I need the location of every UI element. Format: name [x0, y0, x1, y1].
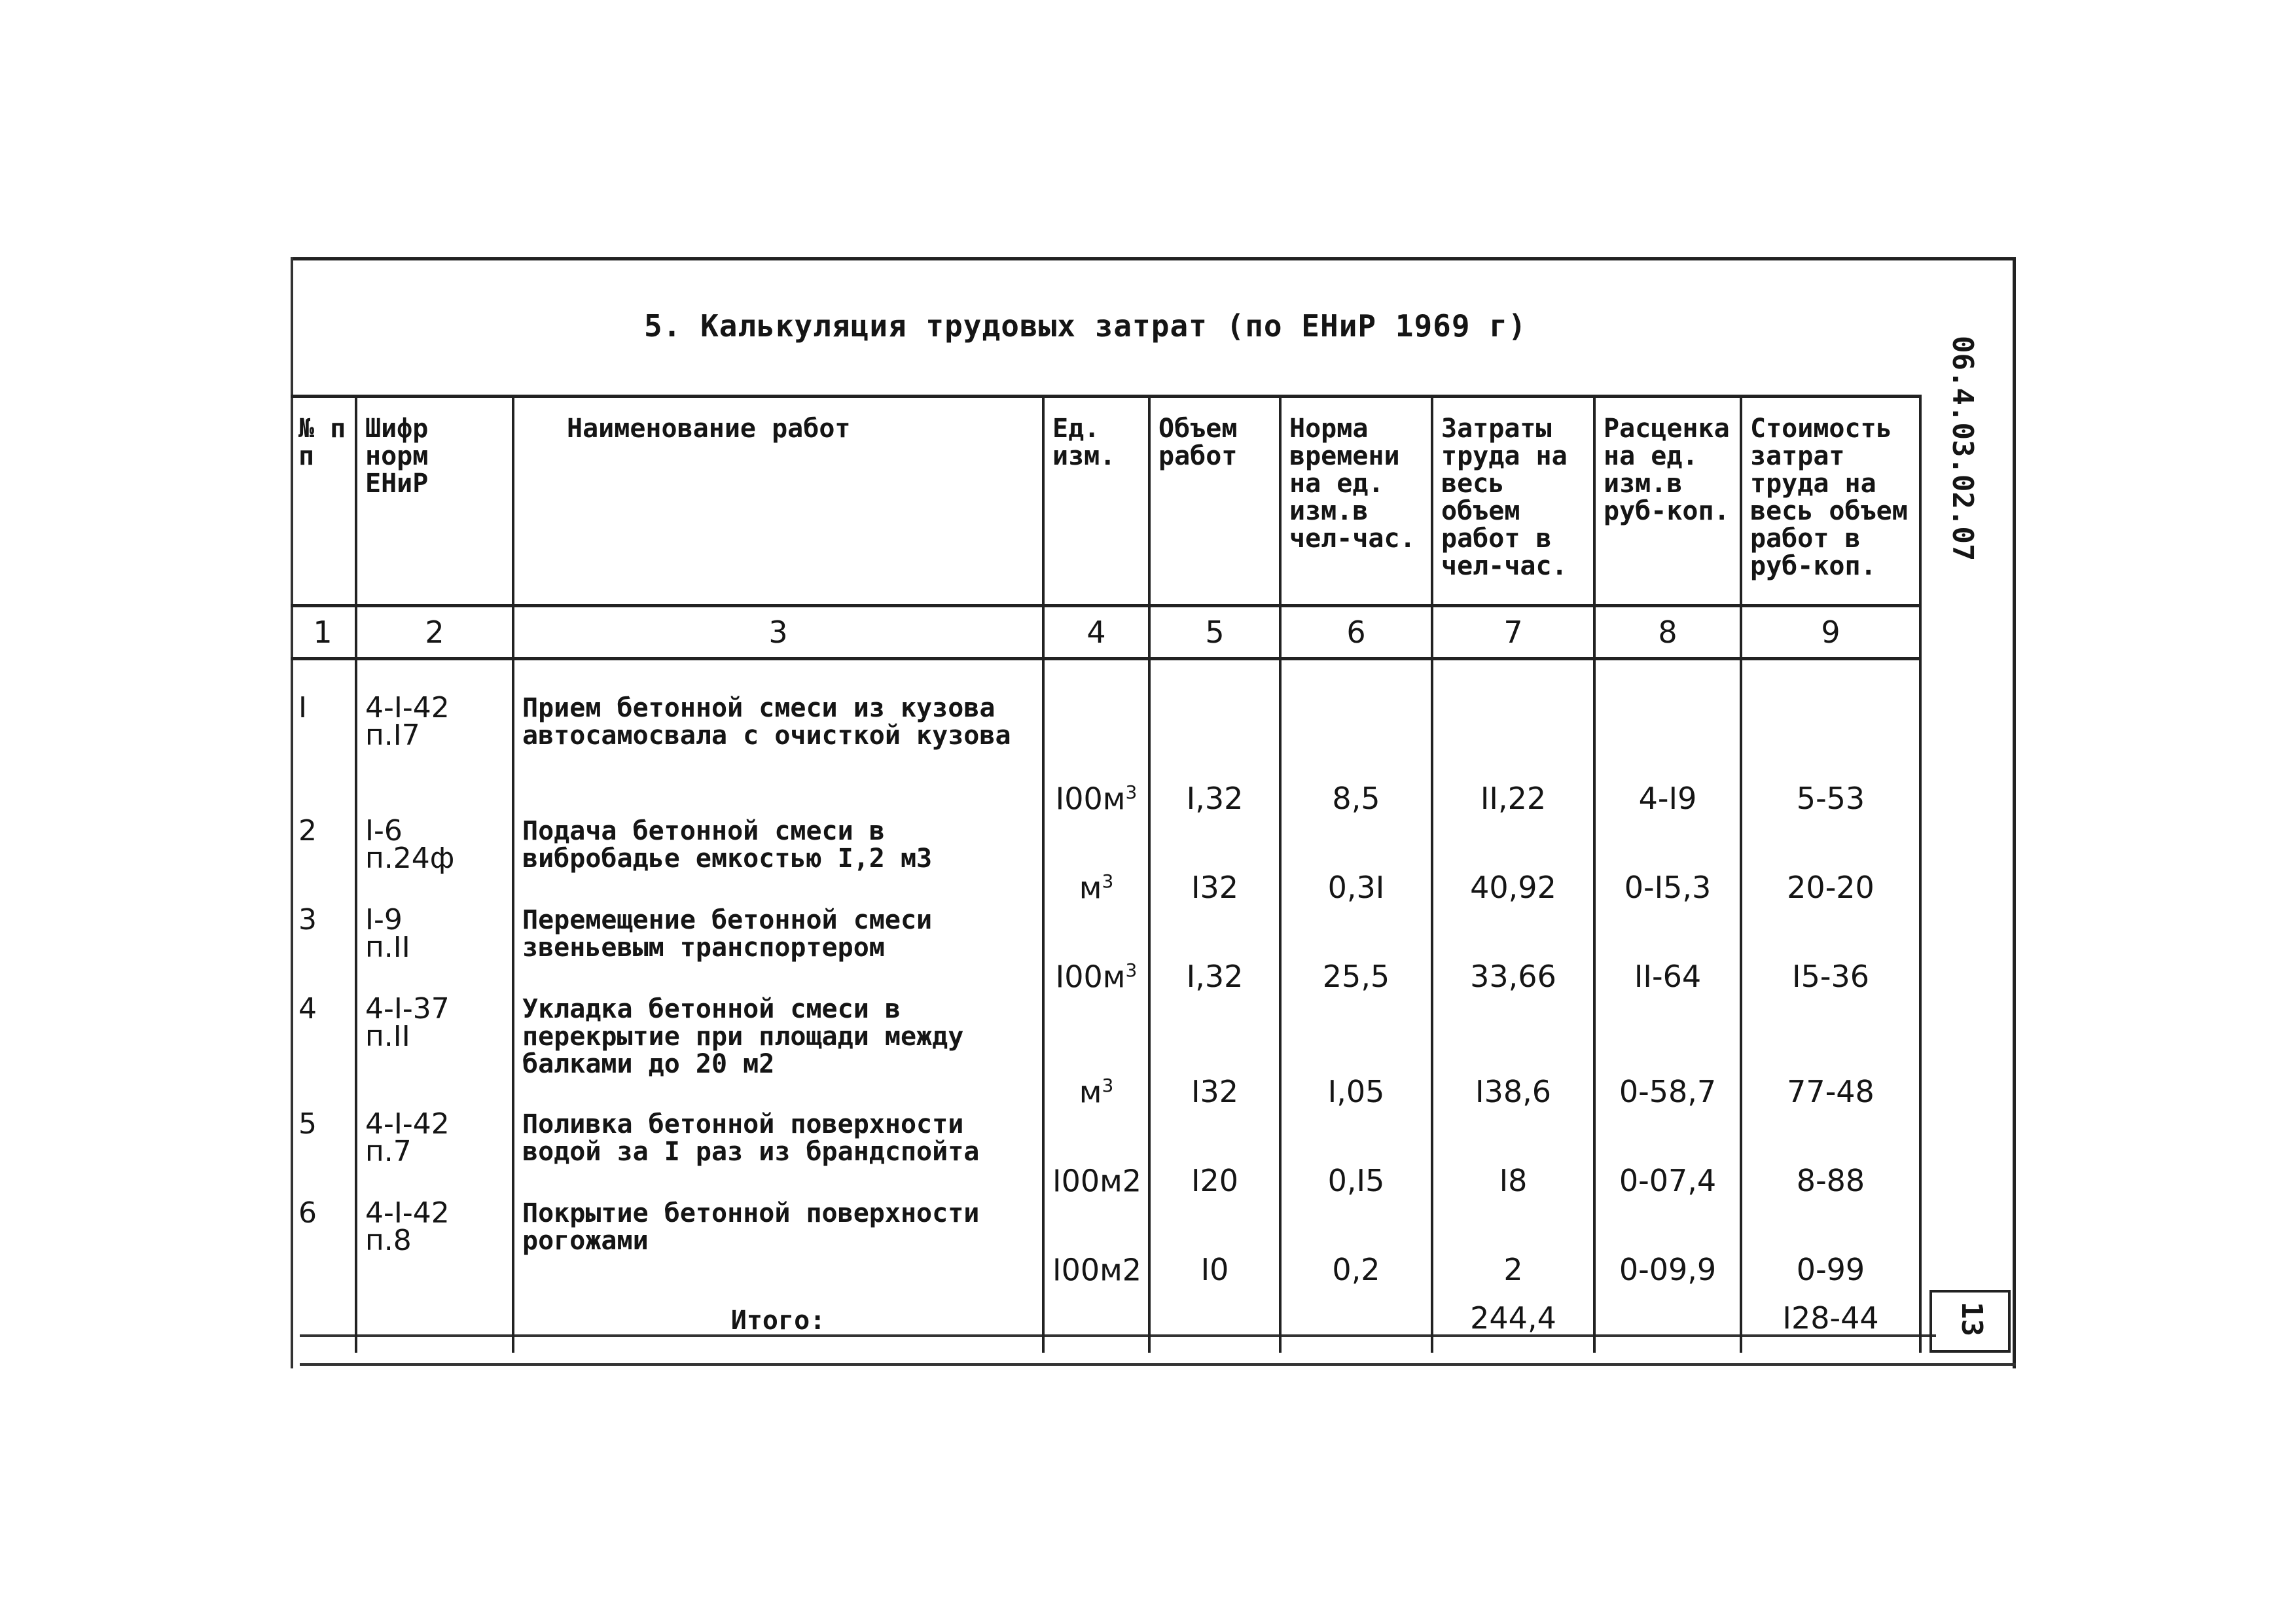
page-number-box — [1929, 1290, 2011, 1353]
labor-cost: 40,92 — [1432, 817, 1594, 906]
unit-base: I00м2 — [1052, 1163, 1142, 1198]
document-title: 5. Калькуляция трудовых затрат (по ЕНиР 1969 г) — [644, 308, 1527, 344]
norm-cipher — [356, 992, 513, 1111]
frame-bottom-line — [300, 1363, 2016, 1366]
header-name: Наименование работ — [513, 397, 1043, 606]
unit-base: м — [1079, 1074, 1102, 1109]
norm-cipher — [356, 903, 513, 995]
unit — [1043, 659, 1149, 818]
row-number: I — [291, 659, 356, 818]
volume: I32 — [1149, 817, 1280, 906]
work-name: Прием бетонной смеси из кузова автосамосвала с очисткой кузова — [513, 659, 1043, 818]
time-norm: 25,5 — [1280, 906, 1432, 995]
work-name: Перемещение бетонной смеси звеньевым транспортером — [513, 906, 1043, 995]
time-norm: I,05 — [1280, 995, 1432, 1111]
unit-superscript: 3 — [1102, 1074, 1114, 1096]
row-number: 4 — [291, 995, 356, 1111]
unit-base: I00м2 — [1052, 1252, 1142, 1287]
row-number: 2 — [291, 817, 356, 906]
frame-top-line — [291, 257, 2016, 260]
header-cost: Стоимость затрат труда на весь объем работ в руб-коп. — [1741, 397, 1920, 606]
column-number: 4 — [1043, 606, 1149, 659]
norm-cipher-paragraph: п.24ф — [365, 842, 455, 875]
norm-cipher-code: 4-I-42 — [365, 1107, 450, 1141]
table-row — [291, 906, 1920, 995]
total-cost: 20-20 — [1741, 817, 1920, 906]
norm-cipher — [356, 659, 513, 818]
time-norm: 0,I5 — [1280, 1111, 1432, 1200]
total-cost: 8-88 — [1741, 1111, 1920, 1200]
column-number: 7 — [1432, 606, 1594, 659]
unit — [1043, 1200, 1149, 1289]
total-row — [291, 1289, 1920, 1353]
row-number: 3 — [291, 906, 356, 995]
volume: I20 — [1149, 1111, 1280, 1200]
column-number: 1 — [291, 606, 356, 659]
column-number: 5 — [1149, 606, 1280, 659]
unit — [1043, 817, 1149, 906]
column-number: 3 — [513, 606, 1043, 659]
unit-superscript: 3 — [1125, 959, 1138, 981]
norm-cipher-code: 4-I-42 — [365, 1196, 450, 1230]
time-norm: 0,2 — [1280, 1200, 1432, 1289]
unit-base: I00м — [1055, 781, 1126, 816]
table-row — [291, 1111, 1920, 1200]
norm-cipher-code: I-9 — [365, 903, 403, 936]
labor-cost: I38,6 — [1432, 995, 1594, 1111]
document-code: 06.4.03.02.07 — [1946, 336, 1979, 562]
volume: I0 — [1149, 1200, 1280, 1289]
norm-cipher-code: I-6 — [365, 814, 403, 847]
frame-right-line — [2013, 257, 2016, 1368]
labor-cost: I8 — [1432, 1111, 1594, 1200]
total-cost: I5-36 — [1741, 906, 1920, 995]
row-number: 6 — [291, 1200, 356, 1289]
work-name: Поливка бетонной поверхности водой за I раз из брандспойта — [513, 1111, 1043, 1200]
unit — [1043, 1111, 1149, 1200]
labor-cost: II,22 — [1432, 659, 1594, 818]
labor-cost-table — [291, 395, 1922, 1353]
table-row — [291, 659, 1920, 818]
rate: 4-I9 — [1594, 659, 1741, 818]
unit-superscript: 3 — [1102, 870, 1114, 892]
norm-cipher-paragraph: п.II — [365, 1020, 410, 1053]
column-number: 2 — [356, 606, 513, 659]
header-rate: Расценка на ед. изм.в руб-коп. — [1594, 397, 1741, 606]
header-no: № п п — [291, 397, 356, 606]
unit-superscript: 3 — [1125, 781, 1138, 803]
header-cipher: Шифр норм ЕНиР — [356, 397, 513, 606]
norm-cipher-paragraph: п.I7 — [365, 719, 420, 752]
volume: I,32 — [1149, 659, 1280, 818]
norm-cipher-code: 4-I-42 — [365, 691, 450, 724]
total-labor: 244,4 — [1432, 1289, 1594, 1353]
work-name: Укладка бетонной смеси в перекрытие при площади между балками до 20 м2 — [513, 995, 1043, 1111]
rate: 0-I5,3 — [1594, 817, 1741, 906]
column-number: 6 — [1280, 606, 1432, 659]
table-row — [291, 817, 1920, 906]
total-cost: 5-53 — [1741, 659, 1920, 818]
column-number-row — [291, 606, 1920, 659]
work-name: Покрытие бетонной поверхности рогожами — [513, 1200, 1043, 1289]
table-row — [291, 995, 1920, 1111]
rate: 0-58,7 — [1594, 995, 1741, 1111]
norm-cipher — [356, 1107, 513, 1200]
labor-cost: 2 — [1432, 1200, 1594, 1289]
norm-cipher-code: 4-I-37 — [365, 992, 450, 1026]
norm-cipher-paragraph: п.8 — [365, 1224, 412, 1257]
header-norm: Норма времени на ед. изм.в чел-час. — [1280, 397, 1432, 606]
unit-base: I00м — [1055, 959, 1126, 994]
table-header-row — [291, 397, 1920, 606]
norm-cipher — [356, 814, 513, 906]
column-number: 9 — [1741, 606, 1920, 659]
labor-cost: 33,66 — [1432, 906, 1594, 995]
time-norm: 0,3I — [1280, 817, 1432, 906]
header-labor: Затраты труда на весь объем работ в чел-час. — [1432, 397, 1594, 606]
column-number: 8 — [1594, 606, 1741, 659]
volume: I,32 — [1149, 906, 1280, 995]
time-norm: 8,5 — [1280, 659, 1432, 818]
norm-cipher — [356, 1196, 513, 1289]
row-number: 5 — [291, 1111, 356, 1200]
norm-cipher-paragraph: п.II — [365, 931, 410, 964]
header-unit: Ед. изм. — [1043, 397, 1149, 606]
rate: II-64 — [1594, 906, 1741, 995]
total-cost: 77-48 — [1741, 995, 1920, 1111]
header-volume: Объем работ — [1149, 397, 1280, 606]
rate: 0-07,4 — [1594, 1111, 1741, 1200]
unit — [1043, 906, 1149, 995]
page-number: 13 — [1955, 1302, 1988, 1336]
work-name: Подача бетонной смеси в вибробадье емкостью I,2 м3 — [513, 817, 1043, 906]
unit — [1043, 995, 1149, 1111]
total-cost-sum: I28-44 — [1741, 1289, 1920, 1353]
volume: I32 — [1149, 995, 1280, 1111]
unit-base: м — [1079, 870, 1102, 905]
total-cost: 0-99 — [1741, 1200, 1920, 1289]
document-sheet — [291, 257, 2016, 1368]
norm-cipher-paragraph: п.7 — [365, 1135, 412, 1168]
table-row — [291, 1200, 1920, 1289]
total-label: Итого: — [513, 1289, 1043, 1353]
rate: 0-09,9 — [1594, 1200, 1741, 1289]
